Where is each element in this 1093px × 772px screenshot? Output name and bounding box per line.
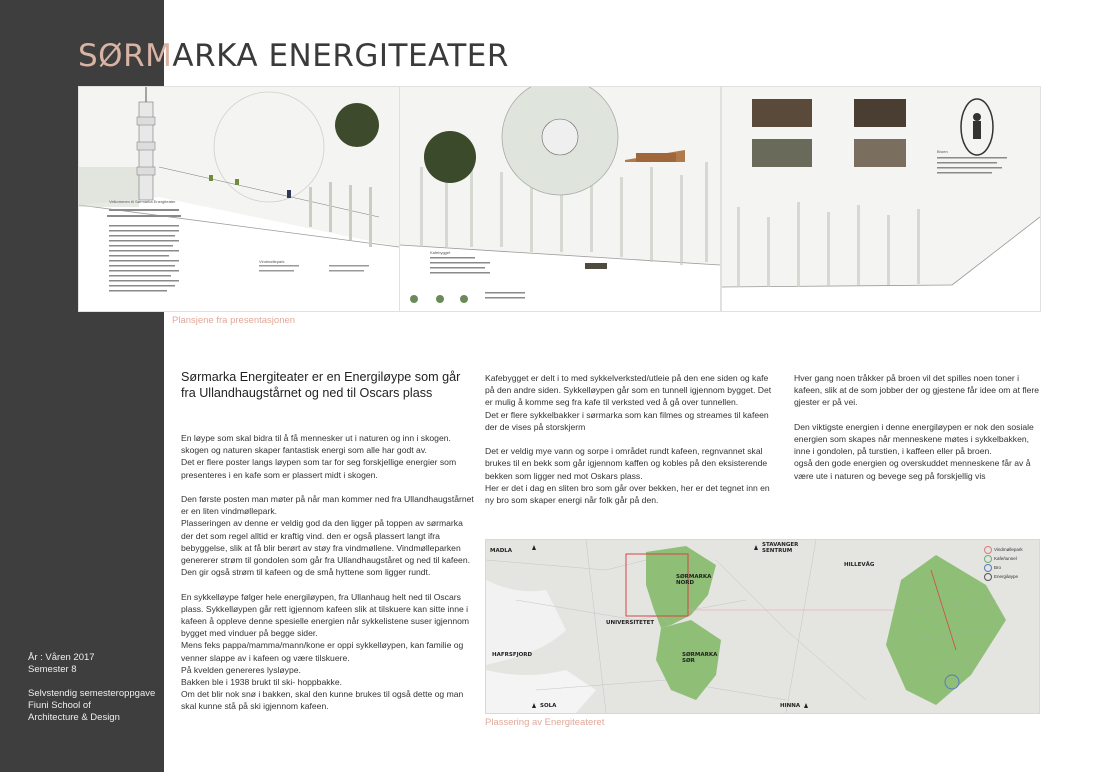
legend-item-1: Vindmøllepark — [994, 547, 1023, 552]
presentation-panel-2 — [399, 86, 721, 312]
map-label-hillevag: HILLEVÅG — [844, 562, 875, 568]
map-caption: Plassering av Energiteateret — [485, 717, 605, 728]
map-label-hinna: HINNA — [780, 703, 801, 709]
presentation-panel-3 — [721, 86, 1041, 312]
semester-info: År : Våren 2017 Semester 8 — [28, 652, 95, 675]
location-map — [485, 539, 1040, 714]
panel-1-block-title: Velkommen til Sørmarka Energiteater — [109, 199, 176, 204]
map-label-sormarka-sor: SØRMARKA SØR — [682, 652, 718, 664]
map-label-sola: SOLA — [540, 703, 557, 709]
school-info: Selvstendig semesteroppgave Fiuni School of Architecture & Design — [28, 688, 156, 723]
map-label-sormarka-nord: SØRMARKA NORD — [676, 574, 712, 586]
panel-3-note: Broen — [937, 149, 948, 154]
legend-dot-trail — [984, 573, 992, 581]
map-label-madla: MADLA — [490, 548, 513, 554]
legend-dot-bridge — [984, 564, 992, 572]
map-label-universitetet: UNIVERSITETET — [606, 620, 655, 626]
page-title: SØRMARKA ENERGITEATER — [78, 38, 509, 74]
text-column-2: Kafebygget er delt i to med sykkelverksted/utleie på den ene siden og kafe på den andre siden. Sykkelløypen går som en tunnell igjennom bygget. Det er mulig å komme seg fra kafe til verksted ved å gå over tunnellen. Det er flere sykkelbakker i sørmarka som kan filmes og streames til kafeen der de vises på storskjerm Det er veldig mye vann og sorpe i området rundt kafeen, regnvannet skal brukes til en bekk som går igjennom kaffen og kobles på den eksisterende bekken som ligger ned mot Oskars plass. Her er det i dag en sliten bro som går over bekken, her er det tegnet inn en ny bro som skaper energi når folk går på den. — [485, 373, 772, 506]
legend-dot-cafe — [984, 555, 992, 563]
legend-item-2: Kafe/tunnel — [994, 556, 1017, 561]
panel-2-note: Kafebygget — [430, 250, 451, 255]
text-column-1: En løype som skal bidra til å få mennesker ut i naturen og inn i skogen. skogen og naturen skaper fantastisk energi som alle har godt av. Det er flere poster langs løypen som tar for seg forskjellige energier som presenteres i en kafe som er plassert midt i skogen. Den første posten man møter på når man kommer ned fra Ullandhaugstårnet er en liten vindmøllepark. Plasseringen av denne er veldig god da den ligger på toppen av sørmarka der det som regel alltid er kraftig vind. den er også plassert langt ifra bebyggelse, slik at få blir berørt av støy fra vindmøllene. Vindmølleparken genererer strøm til gondolen som går fra Ullandhaugståret og ned til kafeen. Den gir også strøm til kafeen og de små hyttene som ligger rundt. En sykkelløype følger hele energiløypen, fra Ullanhaug helt ned til Oscars plass. Sykkelløypen går rett igjennom kafeen slik at tilskuere kan sitte inne i kafeen å oppleve denne spesielle energien når sykkelistene suser igjennom bygget med vinduer på begge sider. Mens feks pappa/mamma/mann/kone er oppi sykkelløypen, kan familie og venner slappe av i kafeen og være tilskuere. På kvelden genereres lysløype. Bakken ble i 1938 brukt til ski- hoppbakke. Om det blir nok snø i bakken, skal den kunne brukes til også dette og man skal kunne stå på ski igjennom kafeen. — [181, 433, 474, 712]
panel-1-note: Vindmøllepark — [259, 259, 285, 264]
legend-item-4: Energiløype — [994, 574, 1019, 579]
map-label-hafrsfjord: HAFRSFJORD — [492, 652, 533, 658]
legend-item-3: Bro — [994, 565, 1002, 570]
article-heading: Sørmarka Energiteater er en Energiløype som går fra Ullandhaugstårnet og ned til Oscars plass — [181, 370, 461, 400]
panels-caption: Plansjene fra presentasjonen — [172, 315, 296, 326]
text-column-3: Hver gang noen tråkker på broen vil det spilles noen toner i kafeen, slik at de som jobber der og gjestene får idee om at flere gjester er på vei. Den viktigste energien i denne energiløypen er nok den sosiale energien som skapes når menneskene møtes i sykkelbakken, inne i gondolen, på turstien, i kaffeen eller på broen. også den gode energien og overskuddet menneskene får av å være ute i naturen og bevege seg på forskjellig vis — [794, 373, 1040, 481]
presentation-panel-1 — [78, 86, 400, 312]
map-label-stavanger: STAVANGER SENTRUM — [762, 542, 799, 554]
legend-dot-park — [984, 546, 992, 554]
